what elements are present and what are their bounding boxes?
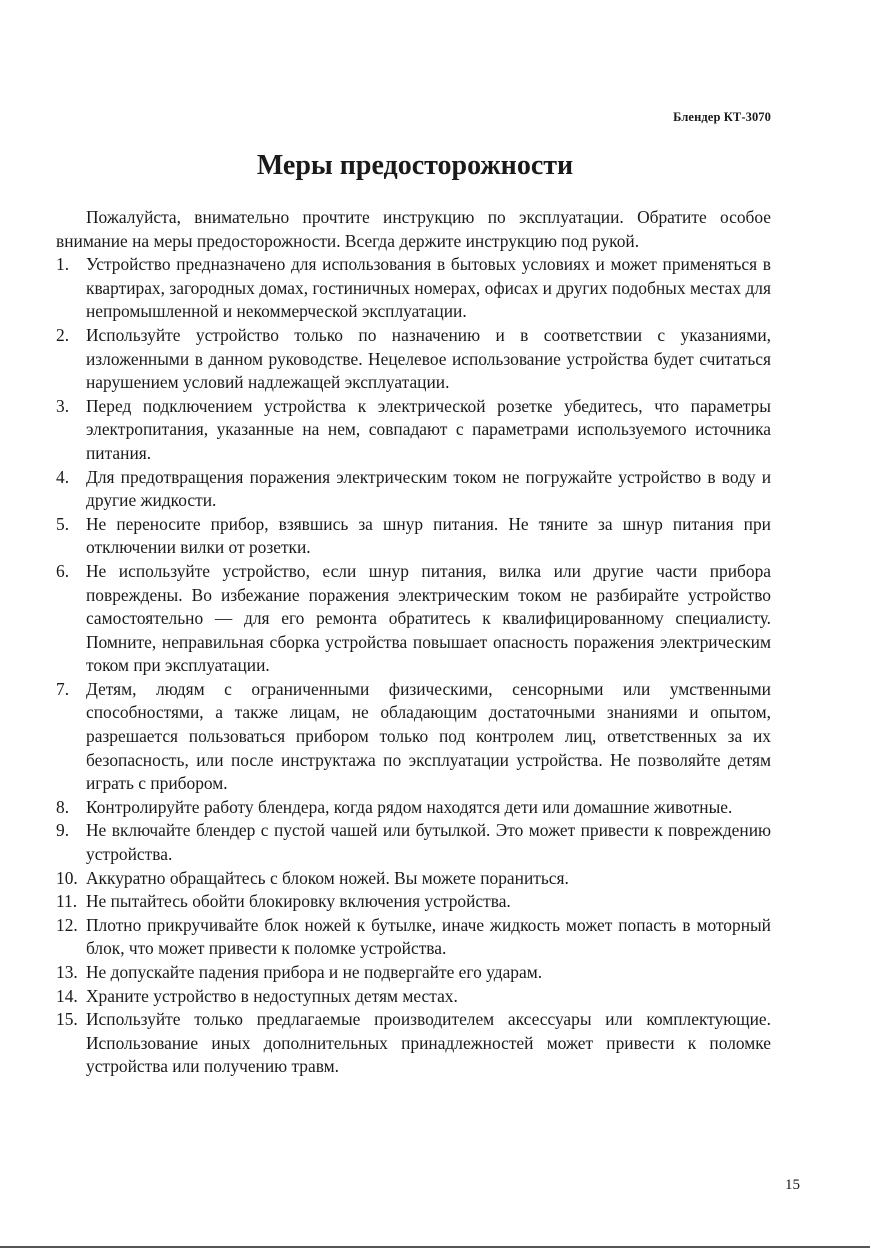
list-item [56,796,771,820]
list-item [56,819,771,866]
list-item [56,914,771,961]
document-body [56,206,771,1079]
list-item-number: 5. [56,513,70,534]
header-product-name: Блендер КТ-3070 [673,110,771,124]
list-item-text: Устройство предназначено для использования в бытовых условиях и может применяться в квартирах, загородных домах, гостиничных номерах, офисах и других подобных местах для непромышленной и некоммерческой эксплуатации. [86,254,771,322]
list-item-text: Контролируйте работу блендера, когда рядом находятся дети или домашние животные. [86,796,733,817]
list-item [56,867,771,891]
list-item [56,890,771,914]
list-item-text: Аккуратно обращайтесь с блоком ножей. Вы можете пораниться. [86,867,569,888]
list-item-number: 6. [56,560,70,581]
list-item [56,678,771,796]
list-item-number: 10. [56,867,78,888]
list-item-text: Перед подключением устройства к электрической розетке убедитесь, что параметры электропитания, указанные на нем, совпадают с параметрами используемого источника питания. [86,395,771,463]
list-item-text: Используйте только предлагаемые производителем аксессуары или комплектующие. Использование иных дополнительных принадлежностей может привести к поломке устройства или получению травм. [86,1009,771,1077]
list-item-text: Не допускайте падения прибора и не подвергайте его ударам. [86,962,543,982]
list-item-number: 11. [56,891,78,912]
list-item-number: 4. [56,466,70,487]
list-item-text: Используйте устройство только по назначению и в соответствии с указаниями, изложенными в данном руководстве. Нецелевое использование устройства будет считаться нарушением условий надлежащей эксплуатации. [86,324,771,393]
list-item-text: Для предотвращения поражения электрическим током не погружайте устройство в воду и другие жидкости. [86,466,771,511]
list-item-number: 8. [56,796,70,817]
list-item [56,1008,771,1079]
list-item-number: 14. [56,985,78,1006]
page-title: Меры предосторожности [256,150,574,181]
intro-paragraph: Пожалуйста, внимательно прочтите инструкцию по эксплуатации. Обратите особое внимание на меры предосторожности. Всегда держите инструкцию под рукой. [56,207,771,251]
list-item [56,513,771,560]
list-item-number: 1. [56,254,70,275]
list-item [56,985,771,1009]
list-item-number: 2. [56,324,70,345]
precautions-list [56,253,771,1079]
list-item-number: 13. [56,962,78,982]
list-item [56,324,771,395]
list-item-text: Не используйте устройство, если шнур питания, вилка или другие части прибора повреждены. Во избежание поражения электрическим током не разбирайте устройство самостоятельно — для его ремонта обратитесь к квалифицированному специалисту. Помните, неправильная сборка устройства повышает опасность поражения электрическим током при эксплуатации. [86,560,771,676]
list-item-number: 15. [56,1009,78,1030]
list-item-text: Плотно прикручивайте блок ножей к бутылке, иначе жидкость может попасть в моторный блок, что может привести к поломке устройства. [86,914,771,959]
list-item-number: 3. [56,395,70,416]
list-item-number: 7. [56,678,70,699]
list-item-number: 9. [56,820,70,841]
list-item [56,253,771,324]
list-item-text: Не пытайтесь обойти блокировку включения устройства. [86,891,511,912]
list-item [56,395,771,466]
list-item [56,466,771,513]
list-item-text: Не переносите прибор, взявшись за шнур питания. Не тяните за шнур питания при отключении вилки от розетки. [86,513,771,558]
list-item-text: Храните устройство в недоступных детям местах. [86,985,458,1006]
list-item-number: 12. [56,914,78,935]
page-number: 15 [785,1177,800,1193]
list-item-text: Не включайте блендер с пустой чашей или бутылкой. Это может привести к повреждению устройства. [86,820,771,865]
list-item [56,961,771,985]
list-item-text: Детям, людям с ограниченными физическими, сенсорными или умственными способностями, а также лицам, не обладающим достаточными знаниями и опытом, разрешается пользоваться прибором только под контролем лиц, ответственных за их безопасность, или после инструктажа по эксплуатации устройства. Не позволяйте детям играть с прибором. [86,678,771,794]
list-item [56,560,771,678]
